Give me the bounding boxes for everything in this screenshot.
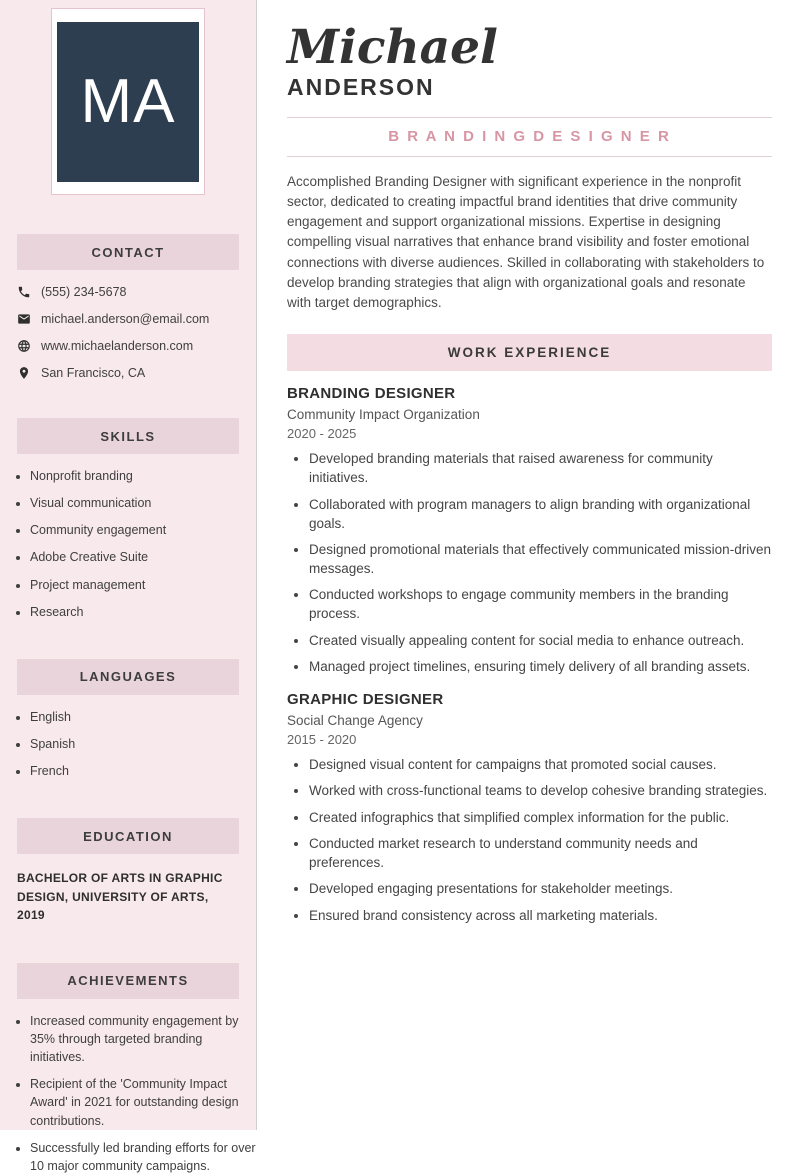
job-bullet: • Ensured brand consistency across all marketing materials.	[309, 907, 772, 926]
avatar	[57, 22, 199, 182]
job-entry	[287, 691, 772, 926]
achievement-item: • Successfully led branding efforts for over 10 major community campaigns.	[30, 1139, 256, 1175]
contact-section-header: CONTACT	[17, 234, 239, 270]
language-item: • Spanish	[30, 735, 256, 753]
achievement-item: • Increased community engagement by 35% through targeted branding initiatives.	[30, 1012, 256, 1066]
achievement-item: • Recipient of the 'Community Impact Award' in 2021 for outstanding design contributions.	[30, 1075, 256, 1129]
contact-section	[0, 234, 256, 380]
job-bullet: • Conducted workshops to engage community members in the branding process.	[309, 586, 772, 624]
skills-list	[0, 467, 256, 621]
job-role: BRANDING DESIGNER	[287, 385, 456, 403]
job-bullet: • Designed promotional materials that effectively communicated mission-driven messages.	[309, 541, 772, 579]
job-bullet: • Developed engaging presentations for stakeholder meetings.	[309, 880, 772, 899]
contact-row-location	[17, 366, 239, 380]
achievements-section-header: ACHIEVEMENTS	[17, 963, 239, 999]
job-bullet-list	[287, 756, 772, 926]
first-name: Michael	[287, 20, 498, 75]
languages-list	[0, 708, 256, 780]
job-bullet: • Developed branding materials that raised awareness for community initiatives.	[309, 450, 772, 488]
avatar-frame	[51, 8, 205, 195]
languages-section	[0, 659, 256, 780]
skill-item: • Adobe Creative Suite	[30, 548, 256, 566]
location-icon	[17, 366, 31, 380]
job-bullet-list	[287, 450, 772, 676]
languages-section-header: LANGUAGES	[17, 659, 239, 695]
skills-section-header: SKILLS	[17, 418, 239, 454]
phone-icon	[17, 285, 31, 299]
job-bullet: • Created infographics that simplified complex information for the public.	[309, 809, 772, 828]
divider	[287, 156, 772, 157]
contact-row-phone	[17, 285, 239, 299]
language-item: • English	[30, 708, 256, 726]
job-bullet: • Worked with cross-functional teams to develop cohesive branding strategies.	[309, 782, 772, 801]
job-bullet: • Created visually appealing content for social media to enhance outreach.	[309, 632, 772, 651]
job-company: Community Impact Organization	[287, 407, 480, 423]
work-experience-header: WORK EXPERIENCE	[287, 334, 772, 371]
professional-summary: Accomplished Branding Designer with significant experience in the nonprofit sector, dedicated to creating impactful brand identities that drive community engagement and support organizational missions. Expertise in designing compelling visual narratives that enhance brand visibility and foster emotional connections with diverse audiences. Skilled in collaborating with stakeholders to develop branding strategies that align with organizational goals and resonate with target demographics.	[287, 173, 765, 311]
contact-list	[0, 270, 256, 380]
contact-row-website	[17, 339, 239, 353]
job-entry	[287, 385, 772, 676]
contact-phone: (555) 234-5678	[41, 285, 127, 299]
contact-location: San Francisco, CA	[41, 366, 146, 380]
last-name: ANDERSON	[287, 73, 435, 100]
education-section-header: EDUCATION	[17, 818, 239, 854]
skill-item: • Research	[30, 603, 256, 621]
contact-row-email	[17, 312, 239, 326]
job-dates: 2020 - 2025	[287, 426, 357, 442]
education-degree: BACHELOR OF ARTS IN GRAPHIC DESIGN, UNIVERSITY OF ARTS, 2019	[17, 871, 223, 923]
sidebar	[0, 0, 257, 1173]
job-company: Social Change Agency	[287, 712, 423, 728]
contact-website: www.michaelanderson.com	[41, 339, 194, 353]
job-bullet: • Collaborated with program managers to align branding with organizational goals.	[309, 496, 772, 534]
avatar-initials: MA	[80, 67, 176, 136]
job-bullet: • Designed visual content for campaigns that promoted social causes.	[309, 756, 772, 775]
job-bullet: • Managed project timelines, ensuring timely delivery of all branding assets.	[309, 658, 772, 677]
skill-item: • Visual communication	[30, 494, 256, 512]
page-title: B R A N D I N G D E S I G N E R	[388, 127, 671, 145]
achievements-section	[0, 963, 256, 1175]
globe-icon	[17, 339, 31, 353]
skill-item: • Community engagement	[30, 521, 256, 539]
job-bullet: • Conducted market research to understand community needs and preferences.	[309, 835, 772, 873]
skills-section	[0, 418, 256, 621]
language-item: • French	[30, 762, 256, 780]
achievements-list	[0, 1012, 256, 1175]
contact-email: michael.anderson@email.com	[41, 312, 210, 326]
job-dates: 2015 - 2020	[287, 731, 357, 747]
main-content	[257, 0, 800, 1130]
skill-item: • Project management	[30, 576, 256, 594]
education-section	[0, 818, 256, 925]
email-icon	[17, 312, 31, 326]
skill-item: • Nonprofit branding	[30, 467, 256, 485]
job-role: GRAPHIC DESIGNER	[287, 690, 444, 708]
